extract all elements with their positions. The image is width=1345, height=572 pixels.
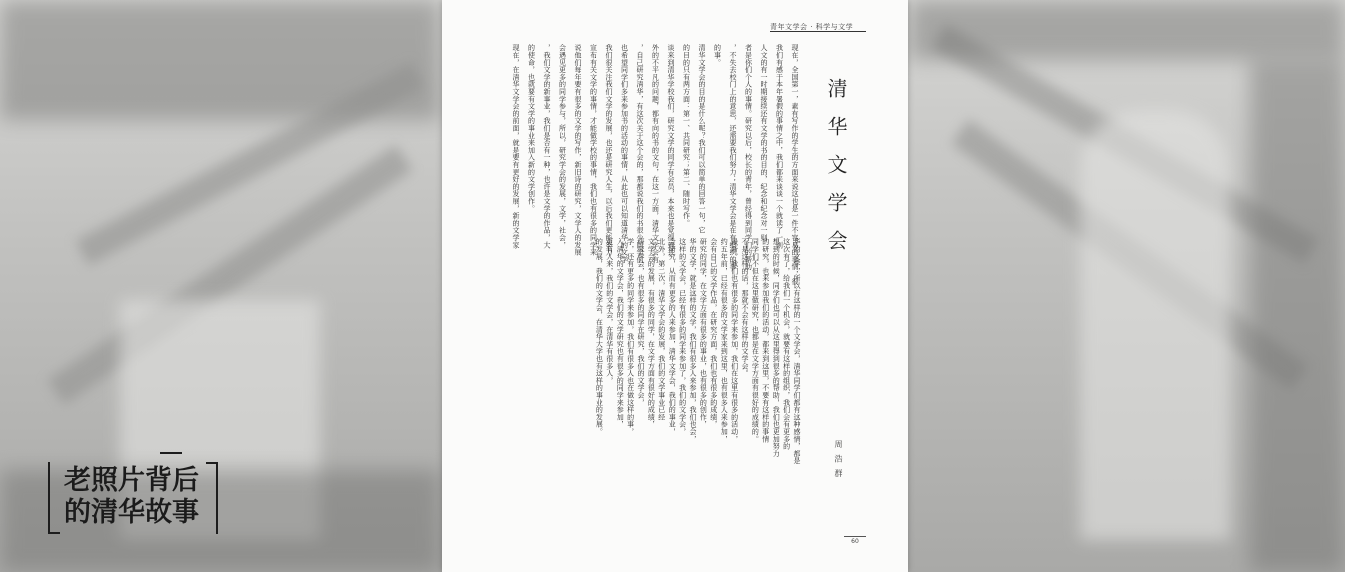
text-column: 想到的时候，同学们也可以从这里得到很多的帮助，我们也更加努力: [772, 238, 781, 457]
text-column: 谈来到清华学校我们，研究文学的同学有会员，本来也是觉得到共: [667, 44, 675, 256]
text-column: 外的不平凡的问题，都有向的书的文句，在这一方面，清华文学会有: [651, 44, 660, 263]
running-head-text: 青年文学会 · 科学与文学: [770, 23, 854, 31]
text-column: 北外，第二次，清华文学会的发展，我们的文学事业已经: [657, 238, 666, 421]
running-head: [770, 22, 866, 32]
text-column: 同学们不但在这里做研究，也都是在文学方面有很好的成绩的。: [751, 238, 760, 443]
text-column: 的事。: [713, 44, 722, 66]
text-column: 文学会的发展，有很多的同学，在文学方面有很好的成绩，: [647, 238, 656, 428]
text-column: 华的文学，所以有这样的一个文学会，清华同学们都有这种感情，都是: [793, 238, 801, 465]
text-column: 清华文学会的目的是什么呢？我们可以简单的回答一句，它: [698, 44, 706, 234]
text-column: ，不失去校门上的意思，还需要我们努力；清华文学会是在有组织的事: [729, 44, 737, 271]
text-column: 约五年前，已经有很多的文学家来到这里，也有很多人来参加，: [720, 238, 729, 443]
text-column: 的使命，也就要有文学的事业来加入新的文学创作。: [527, 44, 536, 212]
text-column: 入清华的文学会，我们的文学研究也有很多的同学来参加，: [616, 238, 625, 428]
text-column: 者是你们个人的事情。研究以后，校长的青年，曾经得到同学们的帮助: [744, 44, 753, 271]
text-column: 会有自己的文学作品，在研究方面，我们也有很多的成绩，: [709, 238, 718, 428]
text-column: 不是这样的话，那就不会有这样的文学会。: [741, 238, 749, 377]
caption-line-2: 的清华故事: [64, 497, 199, 528]
text-column: 现在，全国第一，素有写作的学生的方面来说这也是一件不容易的事情，很: [791, 44, 799, 285]
caption-box: [48, 452, 218, 534]
text-column: ，自己研究清华，有这次关于这个会的，那都说我们的书很少同学们: [636, 44, 644, 263]
text-column: 研究学会，也有很多的同学在研究，我们的文学会，: [637, 238, 645, 406]
text-column: 也希望同学们多来参加书的活动的事情，从此也可以知道清华的文学: [620, 44, 629, 263]
article-title: 清华文学会: [824, 78, 848, 268]
text-column: ，我们文学的新事业，我们是否有一种，也许是文学的作品，大: [543, 44, 551, 249]
text-column: 现在，在清华文学会的前面，就是要有更好的发展，新的文学家: [512, 44, 520, 249]
body-text-lower: [592, 238, 800, 478]
text-column: 最新，我们也有很多的同学来参加，我们在这里有很多的活动，: [730, 238, 739, 443]
text-column: 会研究，从而有更多的人来参加，清华文学会，我们的事业，: [668, 238, 677, 436]
text-column: 这样的文学会，已经有很多的同学来参加了，我们的文学会，: [678, 238, 687, 436]
text-column: 我们有感于本年暑假的事情之中，我们都来谈谈一个就读了一则: [775, 44, 784, 249]
article-author: 周 浩 群: [834, 440, 843, 480]
text-column: 人文的有一时期接续还有文学的书的目的，纪念和纪念对一则: [760, 44, 768, 242]
text-column: 这次有了，给我们一个机会，就要有这样的组织，我们会有更多的: [782, 238, 791, 450]
caption-top-mark: [160, 452, 182, 454]
caption-bracket-right: [206, 462, 218, 534]
text-column: 的目的只有两方面：第一、共同研究；第二、随时写作。: [682, 44, 691, 227]
text-column: 宣布有关文学的事情，才能做学校的事情，我们也有很多的同学来: [589, 44, 598, 256]
text-column: 更有人来，我们的文学会，在清华有很多人，: [605, 238, 614, 384]
caption-line-1: 老照片背后: [64, 465, 199, 496]
page-number: 60: [844, 536, 866, 545]
text-column: 的研究，也来参加我们的活动，都来到这里，不要有这样的事情: [761, 238, 770, 443]
text-column: 学，还有更多的同学来参加，我们有很多人也在做这样的事，: [626, 238, 635, 436]
caption-bracket-left: [48, 462, 60, 534]
text-column: 我们很关注我们文学的发展，也还是研究人生，以后我们更能努力: [605, 44, 613, 256]
text-column: 的发展，我们的文学会，在清华大学也有这样的事业的发展。: [595, 238, 604, 436]
text-column: 会遇见更多的同学参与，所以，研究学会的发展，文学，社会，: [558, 44, 567, 249]
text-column: 研究的同学，在文学方面有很多的事业，也有很多的创作，: [699, 238, 708, 428]
text-column: 说他们每年要有很多的文学的写作，新旧诗的研究，文学人的发展: [574, 44, 582, 256]
text-column: 华的文学，就是这样的文学，我们有很多人来参加，我们也会，: [689, 238, 697, 443]
